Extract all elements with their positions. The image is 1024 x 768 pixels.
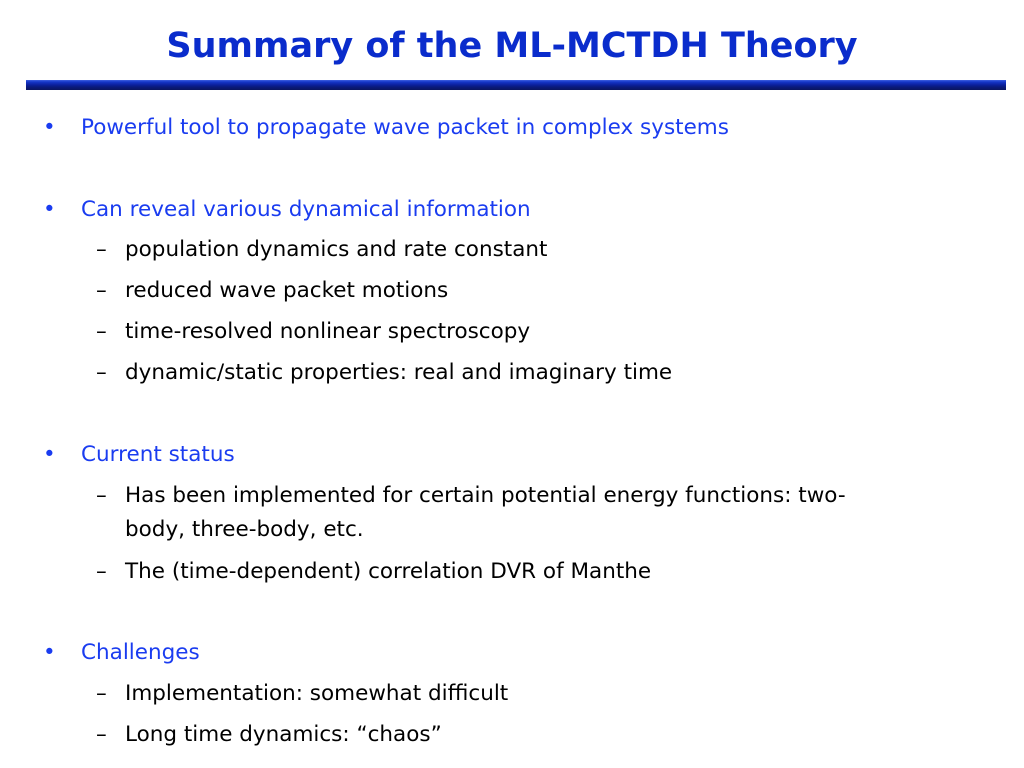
bullet-icon: •: [43, 197, 56, 222]
bullet-powerful-tool: Powerful tool to propagate wave packet in complex systems: [81, 115, 729, 140]
bullet-current-status: Current status: [81, 442, 235, 467]
dash-icon: –: [96, 483, 107, 508]
slide-title: Summary of the ML-MCTDH Theory: [166, 26, 858, 66]
subitem-implemented-functions: Has been implemented for certain potential energy functions: two-: [125, 483, 846, 508]
bullet-challenges: Challenges: [81, 640, 200, 665]
title-underline-bar: [26, 80, 1006, 90]
dash-icon: –: [96, 237, 107, 262]
dash-icon: –: [96, 681, 107, 706]
dash-icon: –: [96, 559, 107, 584]
dash-icon: –: [96, 278, 107, 303]
bullet-icon: •: [43, 640, 56, 665]
subitem-reduced-wave-packet: reduced wave packet motions: [125, 278, 449, 303]
dash-icon: –: [96, 722, 107, 747]
dash-icon: –: [96, 360, 107, 385]
subitem-correlation-dvr: The (time-dependent) correlation DVR of Manthe: [125, 559, 652, 584]
bullet-dynamical-information: Can reveal various dynamical information: [81, 197, 531, 222]
subitem-nonlinear-spectroscopy: time-resolved nonlinear spectroscopy: [125, 319, 531, 344]
bullet-icon: •: [43, 442, 56, 467]
dash-icon: –: [96, 319, 107, 344]
subitem-long-time-dynamics: Long time dynamics: “chaos”: [125, 722, 442, 747]
subitem-population-dynamics: population dynamics and rate constant: [125, 237, 548, 262]
subitem-dynamic-static-properties: dynamic/static properties: real and imaginary time: [125, 360, 673, 385]
subitem-implemented-functions-continued: body, three-body, etc.: [125, 517, 364, 542]
bullet-icon: •: [43, 115, 56, 140]
subitem-implementation-difficult: Implementation: somewhat difficult: [125, 681, 509, 706]
